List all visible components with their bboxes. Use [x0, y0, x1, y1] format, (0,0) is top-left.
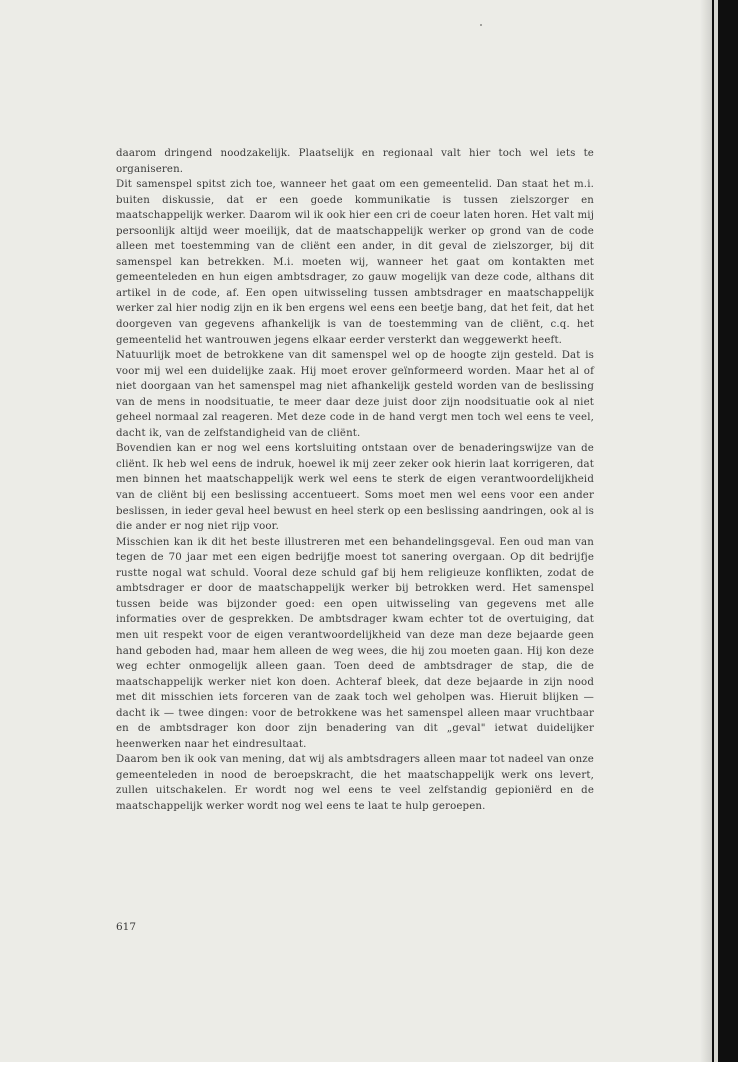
body-text [116, 146, 594, 815]
scan-border-bottom [0, 1062, 738, 1068]
page-edge-shadow [700, 0, 712, 1062]
page-number: 617 [116, 921, 137, 933]
paragraph-3: Natuurlijk moet de betrokkene van dit samenspel wel op de hoogte zijn gesteld. Dat is voor mij wel een duidelijke zaak. Hij moet erover geïnformeerd worden. Maar het al of niet doorgaan van het samenspel mag niet afhankelijk gesteld worden van de beslissing van de mens in noodsituatie, te meer daar deze juist door zijn noodsituatie ook al niet geheel normaal zal reageren. Met deze code in de hand vergt men toch wel eens te veel, dacht ik, van de zelfstandigheid van de cliënt. [116, 350, 594, 439]
paragraph-6: Daarom ben ik ook van mening, dat wij als ambtsdragers alleen maar tot nadeel van onze gemeenteleden in nood de beroepskracht, die het maatschappelijk werk ons levert, zullen uitschakelen. Er wordt nog wel eens te veel zelfstandig gepioniërd en de maatschappelijk werker wordt nog wel eens te laat te hulp geroepen. [116, 754, 594, 812]
page-edge-highlight [714, 0, 718, 1068]
paragraph-4: Bovendien kan er nog wel eens kortsluiting ontstaan over de benaderingswijze van de cliënt. Ik heb wel eens de indruk, hoewel ik mij zeer zeker ook hierin laat korrigeren, dat men binnen het maatschappelijk werk wel eens te sterk de eigen verantwoordelijkheid van de cliënt bij een beslissing accentueert. Soms moet men wel eens voor een ander beslissen, in ieder geval heel bewust en heel sterk op een beslissing aandringen, ook al is die ander er nog niet rijp voor. [116, 443, 594, 533]
paper-speck [480, 24, 482, 26]
paragraph-5: Misschien kan ik dit het beste illustreren met een behandelingsgeval. Een oud man van tegen de 70 jaar met een eigen bedrijfje moest tot sanering overgaan. Op dit bedrijfje rustte nogal wat schuld. Vooral deze schuld gaf bij hem religieuze konflikten, zodat de ambtsdrager er door de maatschappelijk werker bij betrokken werd. Het samenspel tussen beide was bijzonder goed: een open uitwisseling van gegevens met alle informaties over de gesprekken. De ambtsdrager kwam echter tot de overtuiging, dat men uit respekt voor de eigen verantwoordelijkheid van deze man deze bejaarde geen hand geboden had, maar hem alleen de weg wees, die hij zou moeten gaan. Hij kon deze weg echter onmogelijk alleen gaan. Toen deed de ambtsdrager de stap, die de maatschappelijk werker niet kon doen. Achteraf bleek, dat deze bejaarde in zijn nood met dit misschien iets forceren van de zaak toch wel geholpen was. Hieruit blijken — dacht ik — twee dingen: voor de betrokkene was het samenspel alleen maar vruchtbaar en de ambtsdrager kon door zijn benadering van dit „geval" ietwat duidelijker heenwerken naar het eindresultaat. [116, 536, 594, 750]
paragraph-2: Dit samenspel spitst zich toe, wanneer het gaat om een gemeentelid. Dan staat het m.i. buiten diskussie, dat er een goede kommunikatie is tussen zielszorger en maatschappelijk werker. Daarom wil ik ook hier een cri de coeur laten horen. Het valt mij persoonlijk altijd weer moeilijk, dat de maatschappelijk werker op grond van de code alleen met toestemming van de cliënt een ander, in dit geval de zielszorger, bij dit samenspel kan betrekken. M.i. moeten wij, wanneer het gaat om kontakten met gemeenteleden en hun eigen ambtsdrager, zo gauw mogelijk van deze code, althans dit artikel in de code, af. Een open uitwisseling tussen ambtsdrager en maatschappelijk werker zal hier nodig zijn en ik ben ergens wel eens een beetje bang, dat het feit, dat het doorgeven van gegevens afhankelijk is van de toestemming van de cliënt, c.q. het gemeentelid het wantrouwen jegens elkaar eerder versterkt dan weggewerkt heeft. [116, 179, 594, 346]
paragraph-1: daarom dringend noodzakelijk. Plaatselijk en regionaal valt hier toch wel iets te organiseren. [116, 148, 594, 175]
